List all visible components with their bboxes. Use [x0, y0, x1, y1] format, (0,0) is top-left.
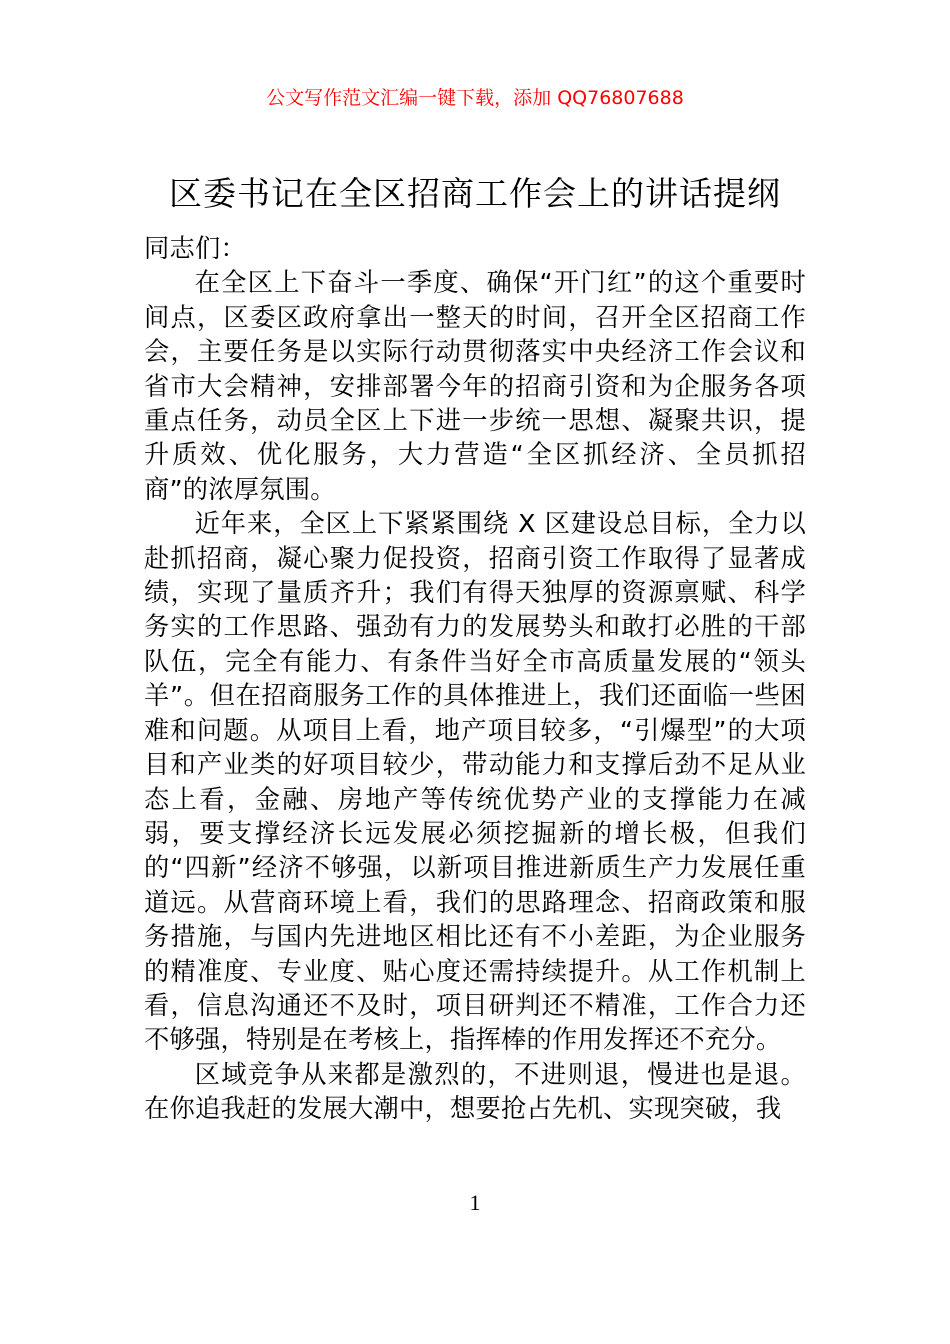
paragraph-1: 在全区上下奋斗一季度、确保“开门红”的这个重要时间点，区委区政府拿出一整天的时间，召开全区招商工作会，主要任务是以实际行动贯彻落实中央经济工作会议和省市大会精神，安排部署今年的招商引资和为企服务各项重点任务，动员全区上下进一步统一思想、凝聚共识，提升质效、优化服务，大力营造“全区抓经济、全员抓招商”的浓厚氛围。: [144, 268, 806, 504]
page-number: 1: [469, 1190, 481, 1215]
salutation: 同志们：: [144, 234, 246, 263]
document-body: [144, 232, 806, 1127]
download-banner[interactable]: [0, 84, 950, 112]
paragraph-2: 近年来，全区上下紧紧围绕 X 区建设总目标，全力以赴抓招商，凝心聚力促投资，招商引资工作取得了显著成绩，实现了量质齐升；我们有得天独厚的资源禀赋、科学务实的工作思路、强劲有力的发展势头和敢打必胜的干部队伍，完全有能力、有条件当好全市高质量发展的“领头羊”。但在招商服务工作的具体推进上，我们还面临一些困难和问题。从项目上看，地产项目较多，“引爆型”的大项目和产业类的好项目较少，带动能力和支撑后劲不足从业态上看，金融、房地产等传统优势产业的支撑能力在减弱，要支撑经济长远发展必须挖掘新的增长极，但我们的“四新”经济不够强，以新项目推进新质生产力发展任重道远。从营商环境上看，我们的思路理念、招商政策和服务措施，与国内先进地区相比还有不小差距，为企业服务的精准度、专业度、贴心度还需持续提升。从工作机制上看，信息沟通还不及时，项目研判还不精准，工作合力还不够强，特别是在考核上，指挥棒的作用发挥还不充分。: [144, 509, 806, 1055]
banner-text[interactable]: 公文写作范文汇编一键下载，添加 QQ76807688: [266, 87, 684, 109]
paragraph-3: 区域竞争从来都是激烈的，不进则退，慢进也是退。在你追我赶的发展大潮中，想要抢占先机、实现突破，我: [144, 1059, 806, 1124]
document-title: 区委书记在全区招商工作会上的讲话提纲: [169, 174, 781, 213]
